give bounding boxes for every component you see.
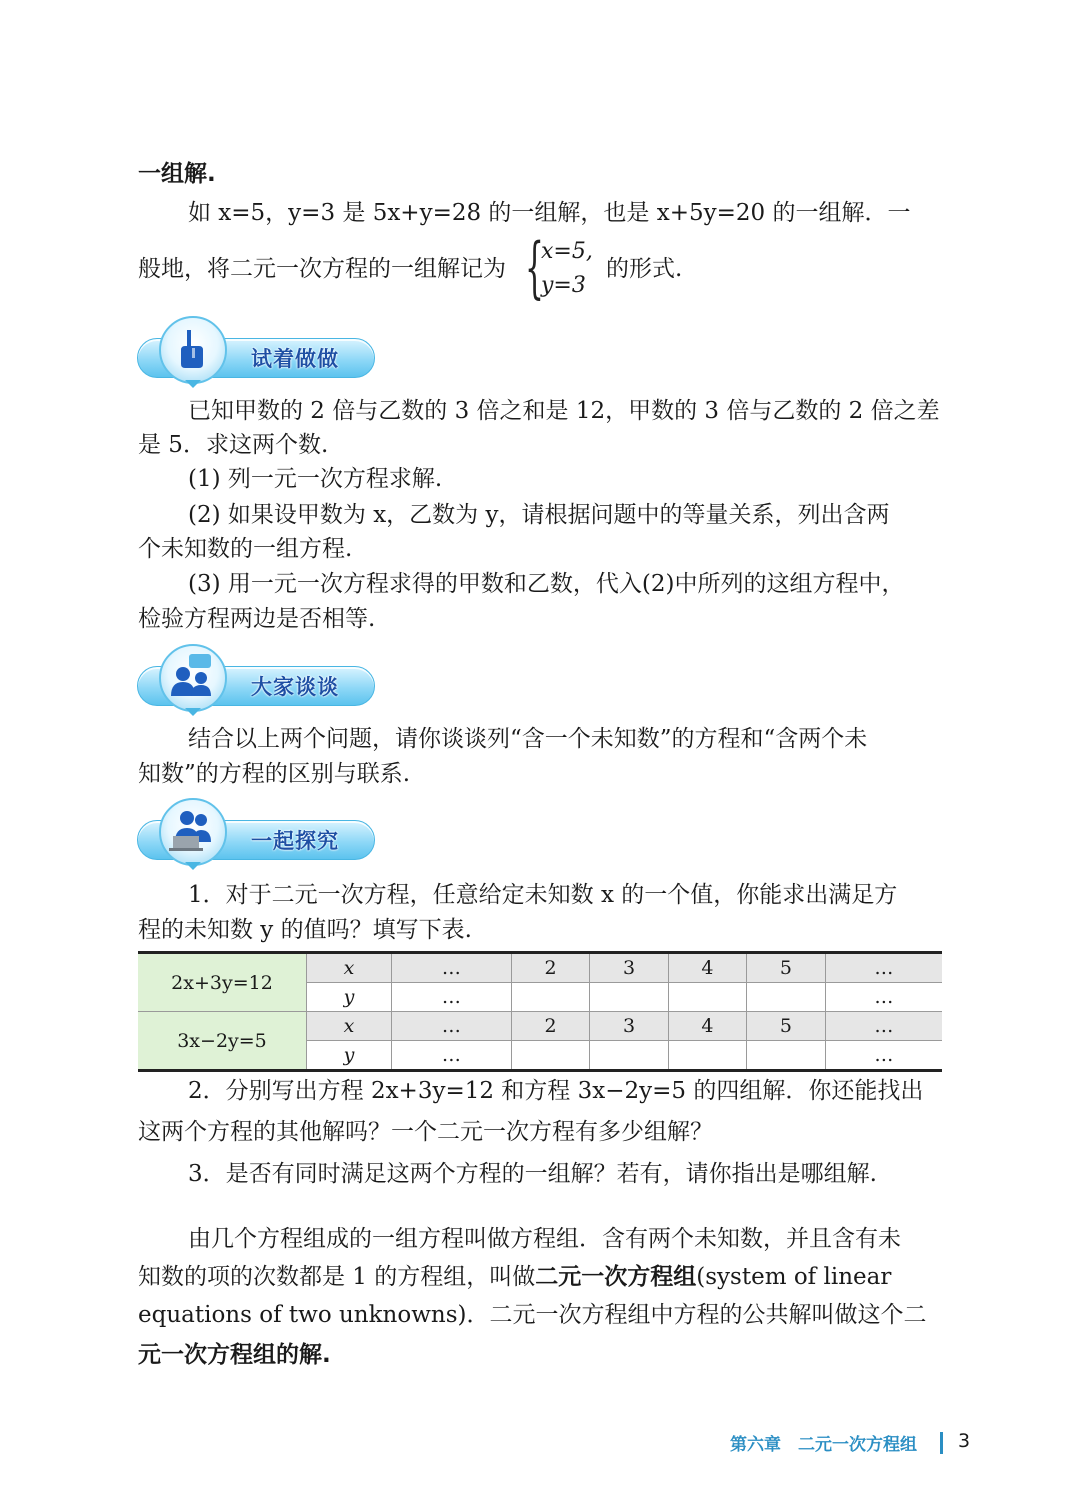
continued-line: 一组解. <box>138 161 216 187</box>
try-question-3b: 检验方程两边是否相等. <box>138 606 376 632</box>
table-cell: 2 <box>511 953 589 983</box>
solution-brace <box>525 229 615 306</box>
table-cell: … <box>392 983 512 1012</box>
definition-line-3: equations of two unknowns)．二元一次方程组中方程的公共解叫做这个二 <box>138 1302 927 1328</box>
explore-question-1b: 程的未知数 y 的值吗？填写下表. <box>138 917 472 943</box>
table-cell: 4 <box>668 1012 746 1041</box>
badge-explore <box>137 812 373 860</box>
try-question-3a: (3) 用一元一次方程求得的甲数和乙数，代入(2)中所列的这组方程中， <box>188 571 905 597</box>
badge-arrow-icon <box>185 862 201 870</box>
explore-question-2a: 2．分别写出方程 2x+3y=12 和方程 3x−2y=5 的四组解．你还能找出 <box>188 1078 924 1104</box>
try-question-2b: 个未知数的一组方程. <box>138 536 353 562</box>
badge-discuss <box>137 658 373 706</box>
definition-line-1: 由几个方程组成的一组方程叫做方程组．含有两个未知数，并且含有未 <box>188 1226 901 1252</box>
term-highlight: 二元一次方程组 <box>535 1264 697 1290</box>
x-label-cell: x <box>307 1012 392 1041</box>
brace-top-line: x=5, <box>541 239 593 264</box>
table-cell <box>668 983 746 1012</box>
table-cell: … <box>825 953 942 983</box>
table-cell: … <box>825 1012 942 1041</box>
solution-form-text: 般地，将二元一次方程的一组解记为 <box>138 256 506 282</box>
table-cell <box>590 983 668 1012</box>
badge-explore-label: 一起探究 <box>251 829 339 853</box>
people-talking-icon <box>167 652 219 700</box>
solution-table <box>138 951 942 1072</box>
table-cell: 3 <box>590 953 668 983</box>
table-cell: … <box>825 1041 942 1071</box>
try-question-2a: (2) 如果设甲数为 x，乙数为 y，请根据问题中的等量关系，列出含两 <box>188 502 890 528</box>
page-number: 3 <box>958 1430 971 1452</box>
table-cell <box>668 1041 746 1071</box>
badge-arrow-icon <box>185 708 201 716</box>
chapter-title: 第六章 二元一次方程组 <box>730 1435 917 1455</box>
badge-arrow-icon <box>185 380 201 388</box>
table-cell: … <box>825 983 942 1012</box>
y-label-cell: y <box>307 983 392 1012</box>
table-row <box>138 1012 942 1041</box>
explore-question-3: 3．是否有同时满足这两个方程的一组解？若有，请你指出是哪组解. <box>188 1161 877 1187</box>
definition-english: (system of linear <box>696 1264 892 1290</box>
table-cell: 2 <box>511 1012 589 1041</box>
group-laptop-icon <box>167 806 219 854</box>
table-cell <box>590 1041 668 1071</box>
example-line: 如 x=5，y=3 是 5x+y=28 的一组解，也是 x+5y=20 的一组解．一 <box>188 200 911 226</box>
table-cell <box>747 983 825 1012</box>
table-cell: 5 <box>747 1012 825 1041</box>
try-question-1: (1) 列一元一次方程求解. <box>188 466 443 492</box>
explore-question-1a: 1．对于二元一次方程，任意给定未知数 x 的一个值，你能求出满足方 <box>188 882 898 908</box>
try-problem-line-2: 是 5．求这两个数. <box>138 432 329 458</box>
table-cell: 5 <box>747 953 825 983</box>
left-brace-icon: { <box>525 229 544 306</box>
definition-line-2-text: 知数的项的次数都是 1 的方程组，叫做 <box>138 1264 536 1290</box>
discuss-line-2: 知数”的方程的区别与联系. <box>138 761 411 787</box>
equation-cell-1: 2x+3y=12 <box>138 953 307 1012</box>
equation-cell-2: 3x−2y=5 <box>138 1012 307 1071</box>
table-cell: … <box>392 953 512 983</box>
chapter-footer <box>730 1430 917 1455</box>
table-cell <box>511 983 589 1012</box>
definition-line-2 <box>138 1260 942 1294</box>
y-label-cell: y <box>307 1041 392 1071</box>
footer-divider <box>940 1432 943 1454</box>
table-cell: … <box>392 1012 512 1041</box>
x-label-cell: x <box>307 953 392 983</box>
badge-try <box>137 330 373 378</box>
brace-bottom-line: y=3 <box>541 273 586 298</box>
pointing-hand-icon <box>167 324 215 372</box>
table-cell: … <box>392 1041 512 1071</box>
badge-discuss-label: 大家谈谈 <box>251 675 339 699</box>
definition-line-4: 元一次方程组的解. <box>138 1342 331 1368</box>
table-cell: 3 <box>590 1012 668 1041</box>
table-cell <box>747 1041 825 1071</box>
table-cell <box>511 1041 589 1071</box>
table-row <box>138 953 942 983</box>
explore-question-2b: 这两个方程的其他解吗？一个二元一次方程有多少组解？ <box>138 1119 713 1145</box>
solution-form-suffix: 的形式. <box>606 256 683 282</box>
try-problem-line-1: 已知甲数的 2 倍与乙数的 3 倍之和是 12，甲数的 3 倍与乙数的 2 倍之差 <box>188 398 940 424</box>
discuss-line-1: 结合以上两个问题，请你谈谈列“含一个未知数”的方程和“含两个未 <box>188 726 868 752</box>
badge-try-label: 试着做做 <box>251 347 339 371</box>
table-cell: 4 <box>668 953 746 983</box>
